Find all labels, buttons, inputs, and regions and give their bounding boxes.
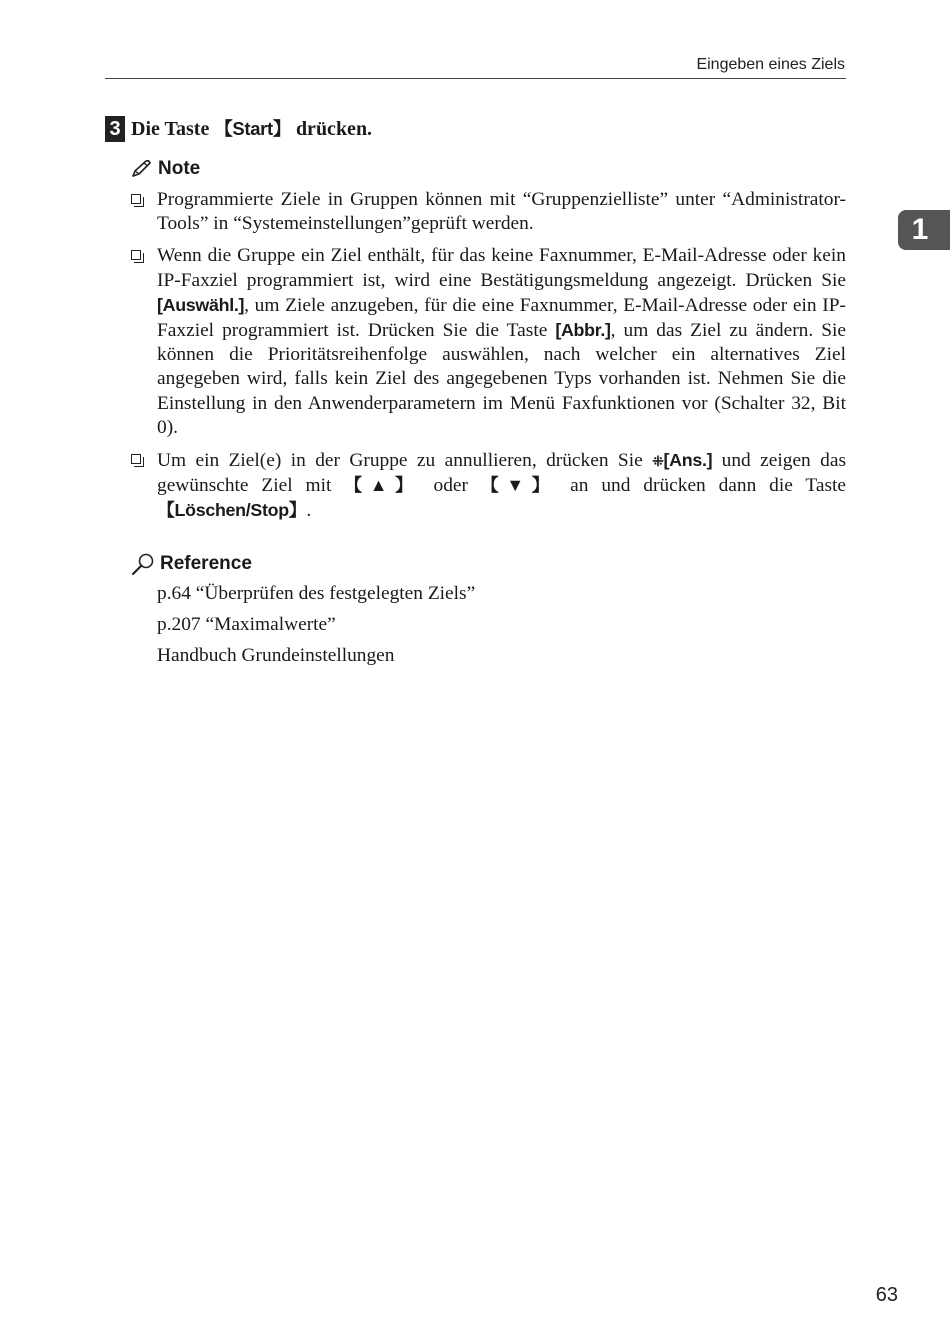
checkbox-bullet-icon (131, 250, 141, 260)
note-item-text: und zeigen das gewünschte Ziel mit (157, 450, 846, 497)
note-item (130, 188, 846, 236)
note-item-text: . (306, 500, 312, 522)
reference-link[interactable]: p.207 “Maximalwerte” (157, 614, 336, 635)
magnifier-icon (130, 552, 156, 576)
header-rule (105, 78, 846, 79)
step-text-after: drücken. (290, 118, 373, 140)
step-text-before: Die Taste (131, 118, 215, 140)
note-item-text: , um Ziele anzugeben, für die eine Faxnummer, E-Mail-Adresse oder ein IP-Faxziel programmiert ist. Drücken Sie die Taste (157, 294, 846, 342)
note-item-text: oder (420, 475, 481, 497)
reference-item: Handbuch Grundeinstellungen (157, 645, 395, 666)
note-list (130, 188, 846, 532)
reference-heading-text: Reference (160, 553, 252, 574)
note-item-text: , um das Ziel zu ändern. Sie können die Prioritätsreihenfolge auswählen, nach welcher ein alternatives Ziel angegeben wird, falls kein Ziel des angegebenen Typs vorhanden ist. Nehmen Sie die Einstellung in den Anwenderparametern im Menü Faxfunktionen vor (Schalter 32, Bit 0). (157, 320, 846, 438)
view-key (652, 450, 712, 470)
step-number: 3 (105, 116, 125, 142)
clear-stop-key-label: 【Löschen/Stop】 (157, 500, 307, 521)
reference-heading (130, 552, 252, 576)
cancel-key-label: [Abbr.] (555, 320, 611, 341)
note-item-text: an und drücken dann die Taste (557, 475, 846, 497)
start-key-label: 【Start】 (214, 117, 291, 139)
note-heading (130, 158, 200, 180)
page-number: 63 (875, 1284, 898, 1306)
select-key-label: [Auswähl.] (157, 294, 245, 315)
note-item-text: Um ein Ziel(e) in der Gruppe zu annullieren, drücken Sie (157, 450, 653, 472)
reference-list (157, 582, 475, 675)
running-header: Eingeben eines Ziels (696, 56, 845, 73)
up-arrow-key-label: 【▲】 (344, 475, 421, 496)
chapter-tab: 1 (898, 210, 950, 250)
note-item (130, 244, 846, 440)
network-icon: ⁜ (652, 453, 664, 470)
pencil-icon (130, 159, 154, 179)
checkbox-bullet-icon (131, 454, 141, 464)
step-instruction (105, 116, 372, 142)
note-item (130, 448, 846, 524)
checkbox-bullet-icon (131, 194, 141, 204)
note-item-text: Programmierte Ziele in Gruppen können mit “Gruppenzielliste” unter “Administrator-Tools” in “Systemeinstellungen”geprüft werden. (157, 189, 846, 235)
reference-link[interactable]: p.64 “Überprüfen des festgelegten Ziels” (157, 583, 476, 604)
down-arrow-key-label: 【▼】 (480, 475, 558, 496)
note-item-text: Wenn die Gruppe ein Ziel enthält, für das keine Faxnummer, E-Mail-Adresse oder kein IP-Faxziel programmiert ist, wird eine Bestätigungsmeldung angezeigt. Drücken Sie (157, 245, 846, 291)
view-key-label: [Ans.] (663, 450, 713, 471)
note-heading-text: Note (158, 158, 201, 179)
